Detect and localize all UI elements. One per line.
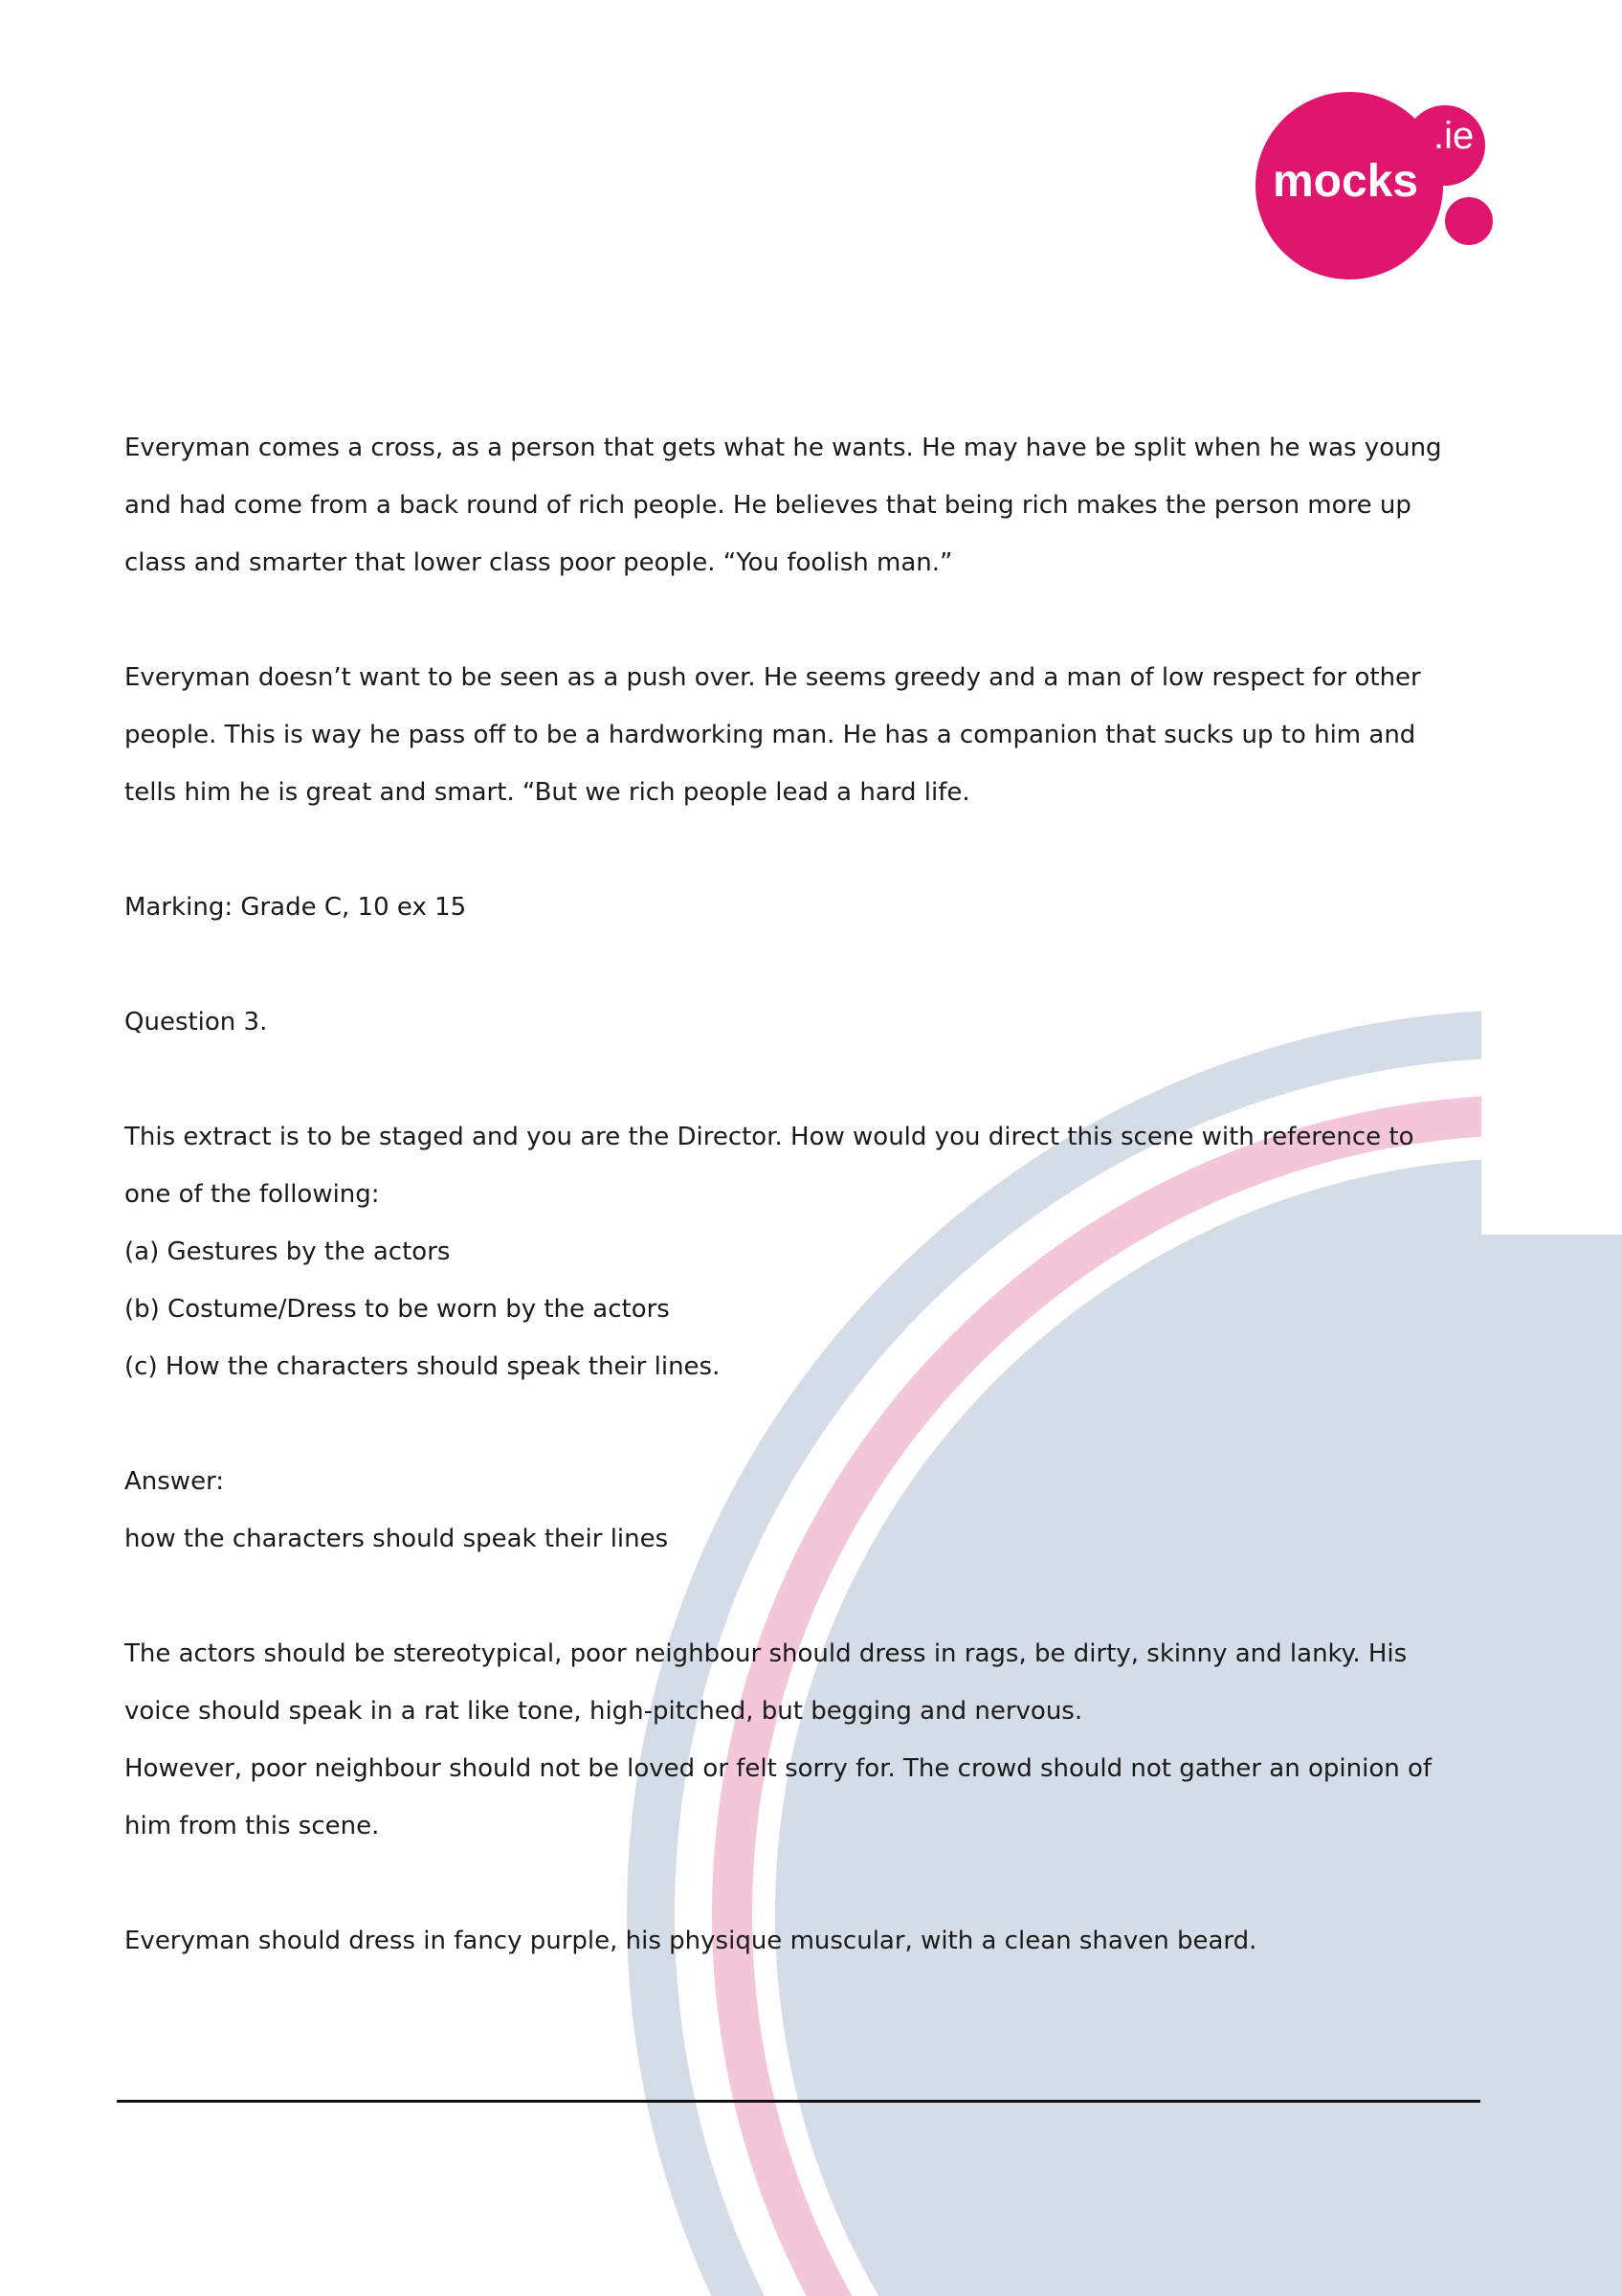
question-heading: Question 3.: [124, 1008, 268, 1037]
paragraph-everyman-1: Everyman comes a cross, as a person that gets what he wants. He may have be split when he was young and had come from a back round of rich people. He believes that being rich makes the person more up class and smarter that lower class poor people. “You foolish man.”: [124, 434, 1442, 577]
marking-line: Marking: Grade C, 10 ex 15: [124, 893, 467, 922]
answer-paragraph-3: Everyman should dress in fancy purple, his physique muscular, with a clean shaven beard.: [124, 1927, 1257, 1955]
option-b: (b) Costume/Dress to be worn by the actors: [124, 1295, 670, 1324]
document-body: [124, 419, 1464, 1970]
answer-choice: how the characters should speak their lines: [124, 1525, 669, 1553]
answer-label: Answer:: [124, 1467, 225, 1496]
option-c: (c) How the characters should speak their lines.: [124, 1352, 721, 1381]
answer-paragraph-1: The actors should be stereotypical, poor neighbour should dress in rags, be dirty, skinny and lanky. His voice should speak in a rat like tone, high-pitched, but begging and nervous.: [124, 1639, 1408, 1726]
mocks-logo: [1244, 86, 1512, 287]
answer-paragraph-2: However, poor neighbour should not be loved or felt sorry for. The crowd should not gather an opinion of him from this scene.: [124, 1754, 1433, 1840]
paragraph-everyman-2: Everyman doesn’t want to be seen as a push over. He seems greedy and a man of low respect for other people. This is way he pass off to be a hardworking man. He has a companion that sucks up to him and tells him he is great and smart. “But we rich people lead a hard life.: [124, 663, 1421, 807]
logo-suffix: .ie: [1433, 115, 1475, 157]
logo-word: mocks: [1273, 156, 1419, 207]
question-text: This extract is to be staged and you are the Director. How would you direct this scene with reference to one of the following:: [124, 1123, 1414, 1209]
option-a: (a) Gestures by the actors: [124, 1237, 451, 1266]
footer-rule: [117, 2100, 1480, 2103]
